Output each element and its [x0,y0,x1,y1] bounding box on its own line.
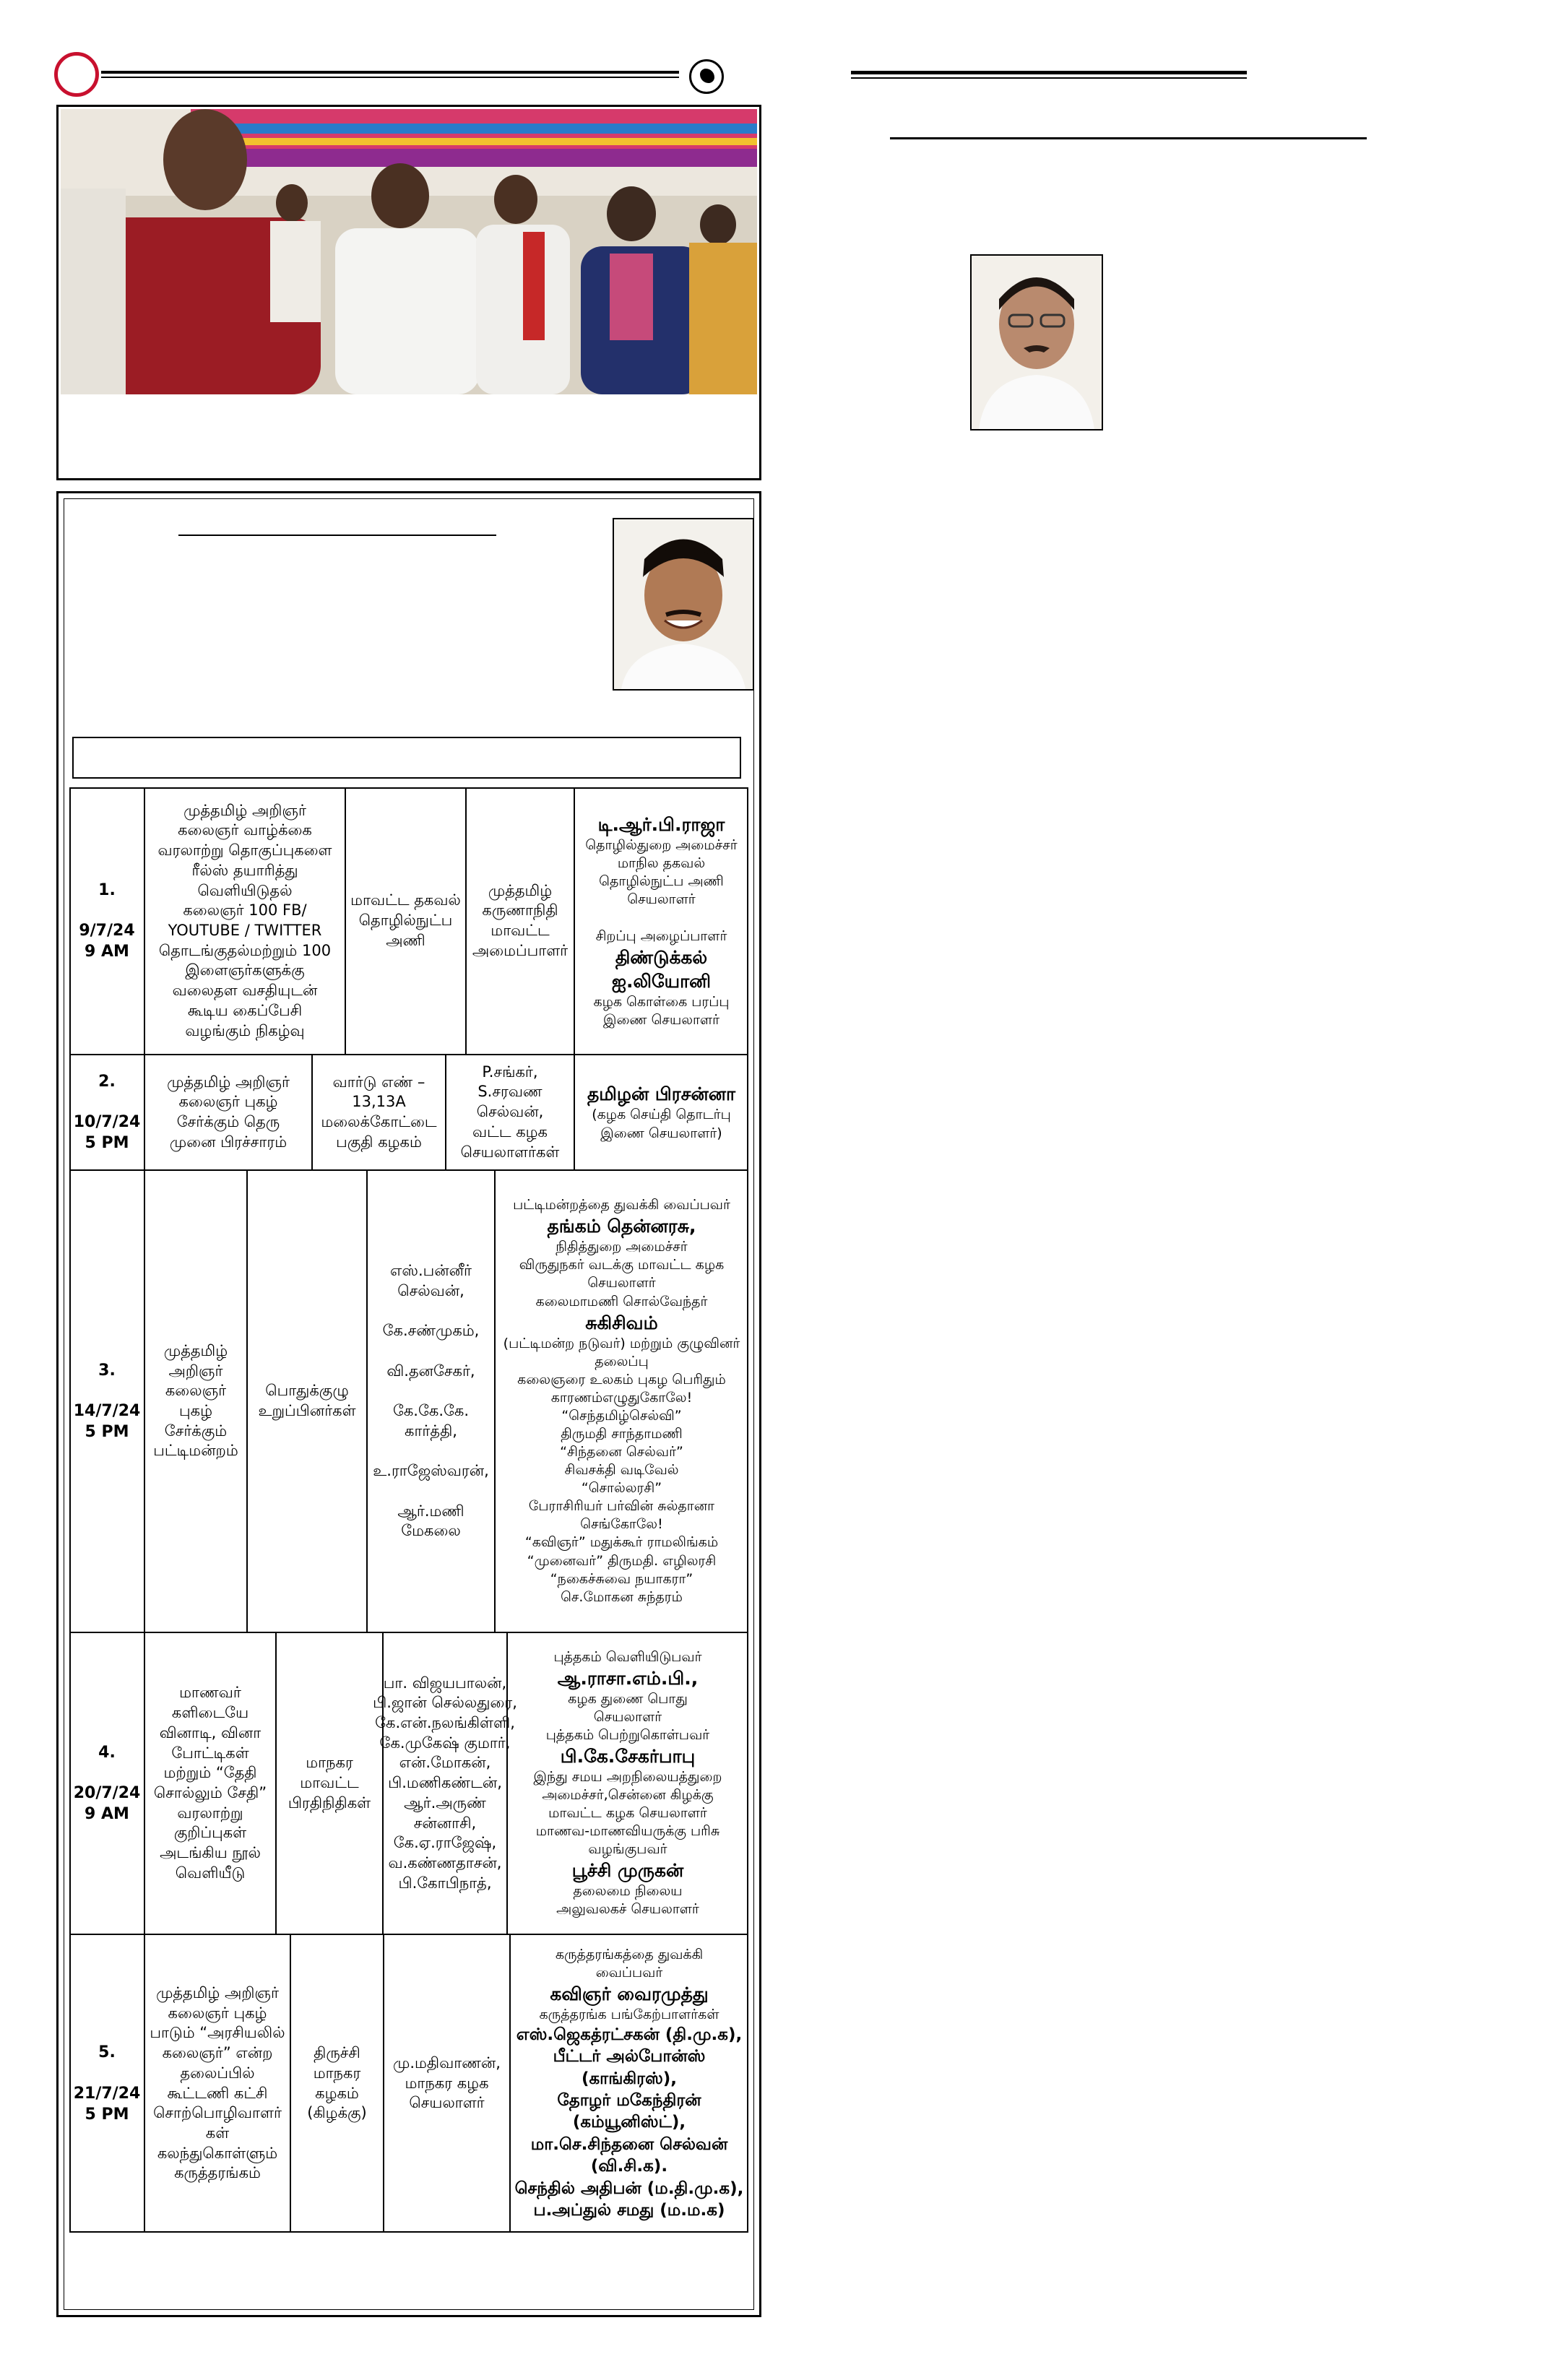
schedule-cell-coordinator [466,787,574,1055]
cell-line: தொடங்குதல்மற்றும் 100 [158,941,332,959]
cell-line: கருத்தரங்கம் [174,2164,261,2182]
cell-line: தங்கம் தென்னரசு, [547,1216,696,1237]
cell-line: நிதித்துறை அமைச்சர் [556,1239,688,1255]
schedule-cell-num [69,1170,144,1632]
cell-line: சன்னாசி, [413,1814,477,1832]
cell-line: மாணவர் [179,1684,241,1702]
cell-line [105,1763,110,1783]
portrait-photo [970,254,1103,430]
cell-line: அமைச்சர்,சென்னை கிழக்கு [542,1786,714,1803]
cell-line: பட்டிமன்றம் [153,1442,238,1460]
cell-line: “செந்தமிழ்செல்வி” [561,1407,682,1424]
cell-line: அறிஞர் [168,1362,223,1380]
cell-line: மாவட்ட தகவல் [350,891,461,909]
cell-line: (கிழக்கு) [307,2104,367,2122]
cell-line: “நகைச்சுவை நயாகரா” [550,1570,693,1587]
cell-line: செங்கோலே! [580,1516,663,1533]
schedule-cell-organizer [312,1055,446,1170]
event-photo [61,109,757,394]
cell-line: சிவசக்தி வடிவேல் [564,1462,679,1479]
cell-line: கலைஞர் புகழ் [168,2004,267,2022]
schedule-cell-coordinator [367,1170,495,1632]
cell-line: கூட்டணி கட்சி [167,2084,268,2102]
cell-line [105,2063,110,2083]
cell-line: அலுவலகச் செயலாளர் [556,1901,699,1918]
cell-line: 5 PM [85,2105,129,2124]
cell-line: (கம்யூனிஸ்ட்), [572,2113,686,2132]
cell-line: கே.என்.நலங்கிள்ளி, [375,1713,515,1731]
schedule-cell-event [144,1934,290,2233]
schedule-cell-coordinator [384,1934,510,2233]
cell-line: பாடும் “அரசியலில் [150,2024,285,2042]
cell-line: செல்வன், [397,1281,464,1299]
cell-line: இணை செயலாளர்) [600,1125,722,1141]
cell-line [428,1341,433,1362]
header-circle-ornament [54,52,99,97]
cell-line: கருணாநிதி [482,901,558,919]
cell-line: 5. [98,2043,116,2062]
cell-line: பேராசிரியர் பர்வின் சுல்தானா [528,1498,715,1515]
schedule-cell-event [144,1055,312,1170]
cell-line: “சொல்லரசி” [581,1480,662,1497]
schedule-cell-event [144,1632,276,1934]
cell-line: ஐ.லியோனி [611,970,712,992]
cell-line: S.சரவண [477,1083,543,1101]
cell-line: முனை பிரச்சாரம் [169,1133,288,1151]
schedule-heading-rule [178,535,496,536]
cell-line: மாவட்ட [300,1774,359,1792]
cell-line: வெளியிடுதல் [197,881,293,899]
cell-line: 2. [98,1072,116,1091]
cell-line: கே.கே.கே. [392,1402,470,1419]
cell-line: பீட்டர் அல்போன்ஸ் [553,2047,706,2067]
header-rule-thin [101,77,679,78]
right-column-headline-rule [890,137,1367,139]
cell-line: முத்தமிழ் அறிஞர் [183,801,306,819]
cell-line: கார்த்தி, [405,1421,457,1440]
cell-line: தலைப்பு [595,1353,649,1369]
cell-line: செல்வன், [476,1103,544,1121]
schedule-cell-organizer [345,787,466,1055]
cell-line: 4. [98,1743,116,1762]
cell-line [105,1092,110,1112]
schedule-cell-guests [510,1934,748,2233]
cell-line: உறுப்பினர்கள் [258,1402,356,1419]
cell-line: செயலாளர்கள் [460,1143,560,1161]
cell-line: வ.கண்ணதாசன், [388,1854,502,1872]
cell-line: விருதுநகர் வடக்கு மாவட்ட கழக [519,1257,725,1273]
cell-line: பி.கோபிநாத், [398,1874,492,1892]
cell-line: கலைஞரை உலகம் புகழ பெரிதும் [517,1371,726,1388]
cell-line: முத்தமிழ் [163,1341,228,1359]
cell-line: புத்தகம் வெளியிடுபவர் [553,1648,702,1665]
cell-line: செந்தில் அதிபன் (ம.தி.மு.க), [514,2178,744,2198]
cell-line: 13,13A [352,1093,406,1111]
cell-line [428,1381,433,1401]
cell-line: வி.தனசேகர், [386,1362,475,1380]
cell-line: சேர்க்கும் [164,1421,228,1440]
cell-line: செயலாளர் [409,2094,485,2112]
cell-line: தொழில்துறை அமைச்சர் [585,837,738,854]
cell-line: புகழ் [179,1402,212,1419]
cell-line: பகுதி கழகம் [336,1133,422,1151]
cell-line [428,1301,433,1321]
cell-line: P.சங்கர், [482,1063,538,1081]
cell-line [428,1481,433,1502]
cell-line: திருமதி சாந்தாமணி [561,1426,683,1442]
cell-line: மு.மதிவாணன், [393,2054,501,2072]
cell-line: (பட்டிமன்ற நடுவர்) மற்றும் குழுவினர் [503,1335,740,1351]
cell-line: புத்தகம் பெற்றுகொள்பவர் [545,1726,710,1743]
cell-line: பொதுக்குழு [265,1382,349,1400]
cell-line: குறிப்புகள் [173,1824,247,1842]
cell-line: செயலாளர் [593,1708,662,1725]
cell-line: மலைக்கோட்டை [321,1113,437,1130]
cell-line: 14/7/24 [73,1402,141,1421]
cell-line: கலைஞர் வாழ்க்கை [178,821,312,839]
cell-line [105,901,110,921]
cell-line: வைப்பவர் [595,1964,663,1981]
portrait-photo-2 [613,518,754,691]
cell-line: முத்தமிழ் அறிஞர் [156,1983,279,2002]
cell-line: சேர்க்கும் தெரு [176,1113,280,1130]
cell-line: அமைப்பாளர் [472,941,569,959]
cell-line: இணை செயலாளர் [602,1011,720,1028]
cell-line: 9 AM [85,943,129,961]
cell-line: மாவட்ட கழக செயலாளர் [548,1805,707,1822]
cell-line: பி.ஜான் செல்லதுரை, [373,1694,517,1712]
cell-line: கே.முகேஷ் குமார், [379,1734,511,1752]
cell-line: அணி [386,931,425,949]
cell-line: “சிந்தனை செல்வர்” [560,1444,683,1461]
cell-line: 1. [98,880,116,899]
cell-line: கழக கொள்கை பரப்பு [593,993,730,1010]
cell-line [428,1441,433,1461]
cell-line: திண்டுக்கல் [615,946,708,968]
cell-line: காரணம்எழுதுகோலே! [550,1389,693,1406]
cell-line: உ.ராஜேஸ்வரன், [373,1462,489,1480]
cell-line: வார்டு எண் – [332,1073,425,1091]
cell-line: கே.ஏ.ராஜேஷ், [393,1834,497,1852]
cell-line: சுகிசிவம் [585,1312,658,1333]
cell-line: பி.மணிகண்டன், [388,1774,502,1792]
cell-line: கலைஞர்” என்ற [162,2044,273,2062]
cell-line: கலந்துகொள்ளும் [157,2144,278,2162]
cell-line [105,1381,110,1401]
cell-line: கலைஞர் புகழ் [178,1093,278,1111]
cell-line: கவிஞர் வைரமுத்து [550,1983,709,2004]
schedule-cell-guests [574,1055,748,1170]
cell-line: பூச்சி முருகன் [571,1860,684,1882]
cell-line: வழங்குபவர் [588,1841,667,1858]
cell-line: செ.மோகன சுந்தரம் [561,1588,683,1605]
cell-line: சொல்லும் சேதி” [153,1784,267,1801]
cell-line: 9/7/24 [79,922,135,940]
cell-line: டி.ஆர்.பி.ராஜா [597,814,725,836]
cell-line: இளைஞர்களுக்கு [185,961,305,979]
header-rule [101,71,679,74]
schedule-cell-num [69,1055,144,1170]
cell-line [659,909,663,927]
cell-line: இந்து சமய அறநிலையத்துறை [533,1768,722,1785]
cell-line: கழக துணை பொது [568,1690,688,1707]
cell-line: கலைமாமணி சொல்வேந்தர் [535,1293,708,1310]
cell-line: போட்டிகள் [171,1744,249,1762]
schedule-cell-num [69,1934,144,2233]
cell-line: எஸ்.ஜெகத்ரட்சகன் (தி.மு.க), [516,2025,743,2044]
cell-line: தமிழன் பிரசன்னா [587,1083,736,1105]
cell-line: 10/7/24 [73,1113,141,1132]
cell-line: அடங்கிய நூல் [160,1844,261,1862]
cell-line: தொழில்நுட்ப [358,912,453,930]
cell-line: தலைப்பில் [180,2064,255,2082]
cell-line: 21/7/24 [73,2084,141,2103]
cell-line: மற்றும் “தேதி [163,1764,257,1782]
cell-line: முத்தமிழ் அறிஞர் [167,1073,290,1091]
schedule-cell-event [144,1170,247,1632]
cell-line: ஆர்.மணி [397,1502,464,1520]
schedule-title-box [72,737,741,779]
cell-line: தோழர் மகேந்திரன் [557,2091,701,2111]
cell-line: திருச்சி [314,2044,360,2062]
cell-line: 5 PM [85,1423,129,1442]
cell-line: பிரதிநிதிகள் [288,1793,371,1812]
cell-line: வரலாற்று தொகுப்புகளை [157,841,332,860]
cell-line: 9 AM [85,1805,129,1824]
cell-line: கள் [205,2124,230,2142]
cell-line: மாநகர கழக [405,2074,489,2092]
cell-line: வெளியீடு [175,1864,246,1882]
cell-line: கலைஞர் 100 FB/ [183,901,307,919]
cell-line: 5 PM [85,1134,129,1153]
cell-line: கருத்தரங்க பங்கேற்பாளர்கள் [539,2006,719,2022]
cell-line: கே.சண்முகம், [382,1322,480,1340]
cell-line: களிடையே [171,1704,249,1722]
cell-line: கலைஞர் [165,1382,227,1400]
cell-line: (வி.சி.க). [590,2157,668,2176]
cell-line: மாநில தகவல் [617,855,706,872]
schedule-cell-num [69,787,144,1055]
cell-line: சிறப்பு அழைப்பாளர் [595,927,727,944]
cell-line: கழகம் [315,2084,359,2102]
schedule-cell-organizer [247,1170,367,1632]
cell-line: ரீல்ஸ் தயாரித்து [191,861,298,879]
cell-line: வரலாற்று [177,1804,243,1822]
cell-line: செயலாளர் [627,891,696,908]
cell-line: மாநகர [313,2064,361,2082]
cell-line: வழங்கும் நிகழ்வு [185,1021,305,1039]
cell-line: “முனைவர்” திருமதி. எழிலரசி [527,1552,717,1569]
schedule-cell-num [69,1632,144,1934]
schedule-cell-guests [495,1170,748,1632]
cell-line: மாவட்ட [490,922,550,939]
cell-line: “கவிஞர்” மதுக்கூர் ராமலிங்கம் [524,1534,719,1551]
cell-line: சொற்பொழிவாளர் [153,2104,282,2122]
cell-line: மாணவ-மாணவியருக்கு பரிசு [535,1823,720,1840]
cell-line: தொழில்நுட்ப அணி [599,873,724,890]
cell-line: மா.செ.சிந்தனை செல்வன் [530,2134,728,2154]
cell-line: YOUTUBE / TWITTER [168,922,322,939]
cell-line: 3. [98,1361,116,1380]
cell-line: ஆ.ராசா.எம்.பி., [557,1667,699,1689]
cell-line: எஸ்.பன்னீர் [390,1261,472,1279]
cell-line: பட்டிமன்றத்தை துவக்கி வைப்பவர் [513,1197,730,1213]
cell-line: மேகலை [401,1522,461,1540]
schedule-cell-event [144,787,345,1055]
right-column-rule-thin [851,77,1247,79]
cell-line: செயலாளர் [587,1275,656,1291]
party-emblem-icon [689,59,724,94]
cell-line: (காங்கிரஸ்), [581,2069,678,2088]
cell-line: ப.அப்துல் சமது (ம.ம.க) [533,2200,725,2220]
cell-line: 20/7/24 [73,1784,141,1803]
schedule-cell-coordinator [446,1055,574,1170]
cell-line: (கழக செய்தி தொடர்பு [592,1107,731,1123]
cell-line: தலைமை நிலைய [573,1883,683,1900]
cell-line: வலைதள வசதியுடன் [172,982,318,1000]
cell-line: ஆர்.அருண் [404,1793,486,1812]
schedule-cell-organizer [290,1934,384,2233]
cell-line: கூடிய கைப்பேசி [187,1001,303,1019]
cell-line: முத்தமிழ் [488,881,553,899]
cell-line: பி.கே.சேகர்பாபு [560,1745,696,1767]
cell-line: பா. விஜயபாலன், [383,1674,507,1692]
schedule-cell-organizer [276,1632,383,1934]
cell-line: என்.மோகன், [399,1754,491,1772]
cell-line: வினாடி, வினா [159,1723,262,1741]
cell-line: மாநகர [306,1754,353,1772]
cell-line: கருத்தரங்கத்தை துவக்கி [555,1946,704,1963]
cell-line: வட்ட கழக [472,1122,548,1141]
schedule-cell-guests [574,787,748,1055]
schedule-cell-guests [507,1632,748,1934]
schedule-cell-coordinator [373,1632,517,1934]
right-column-rule [851,71,1247,74]
